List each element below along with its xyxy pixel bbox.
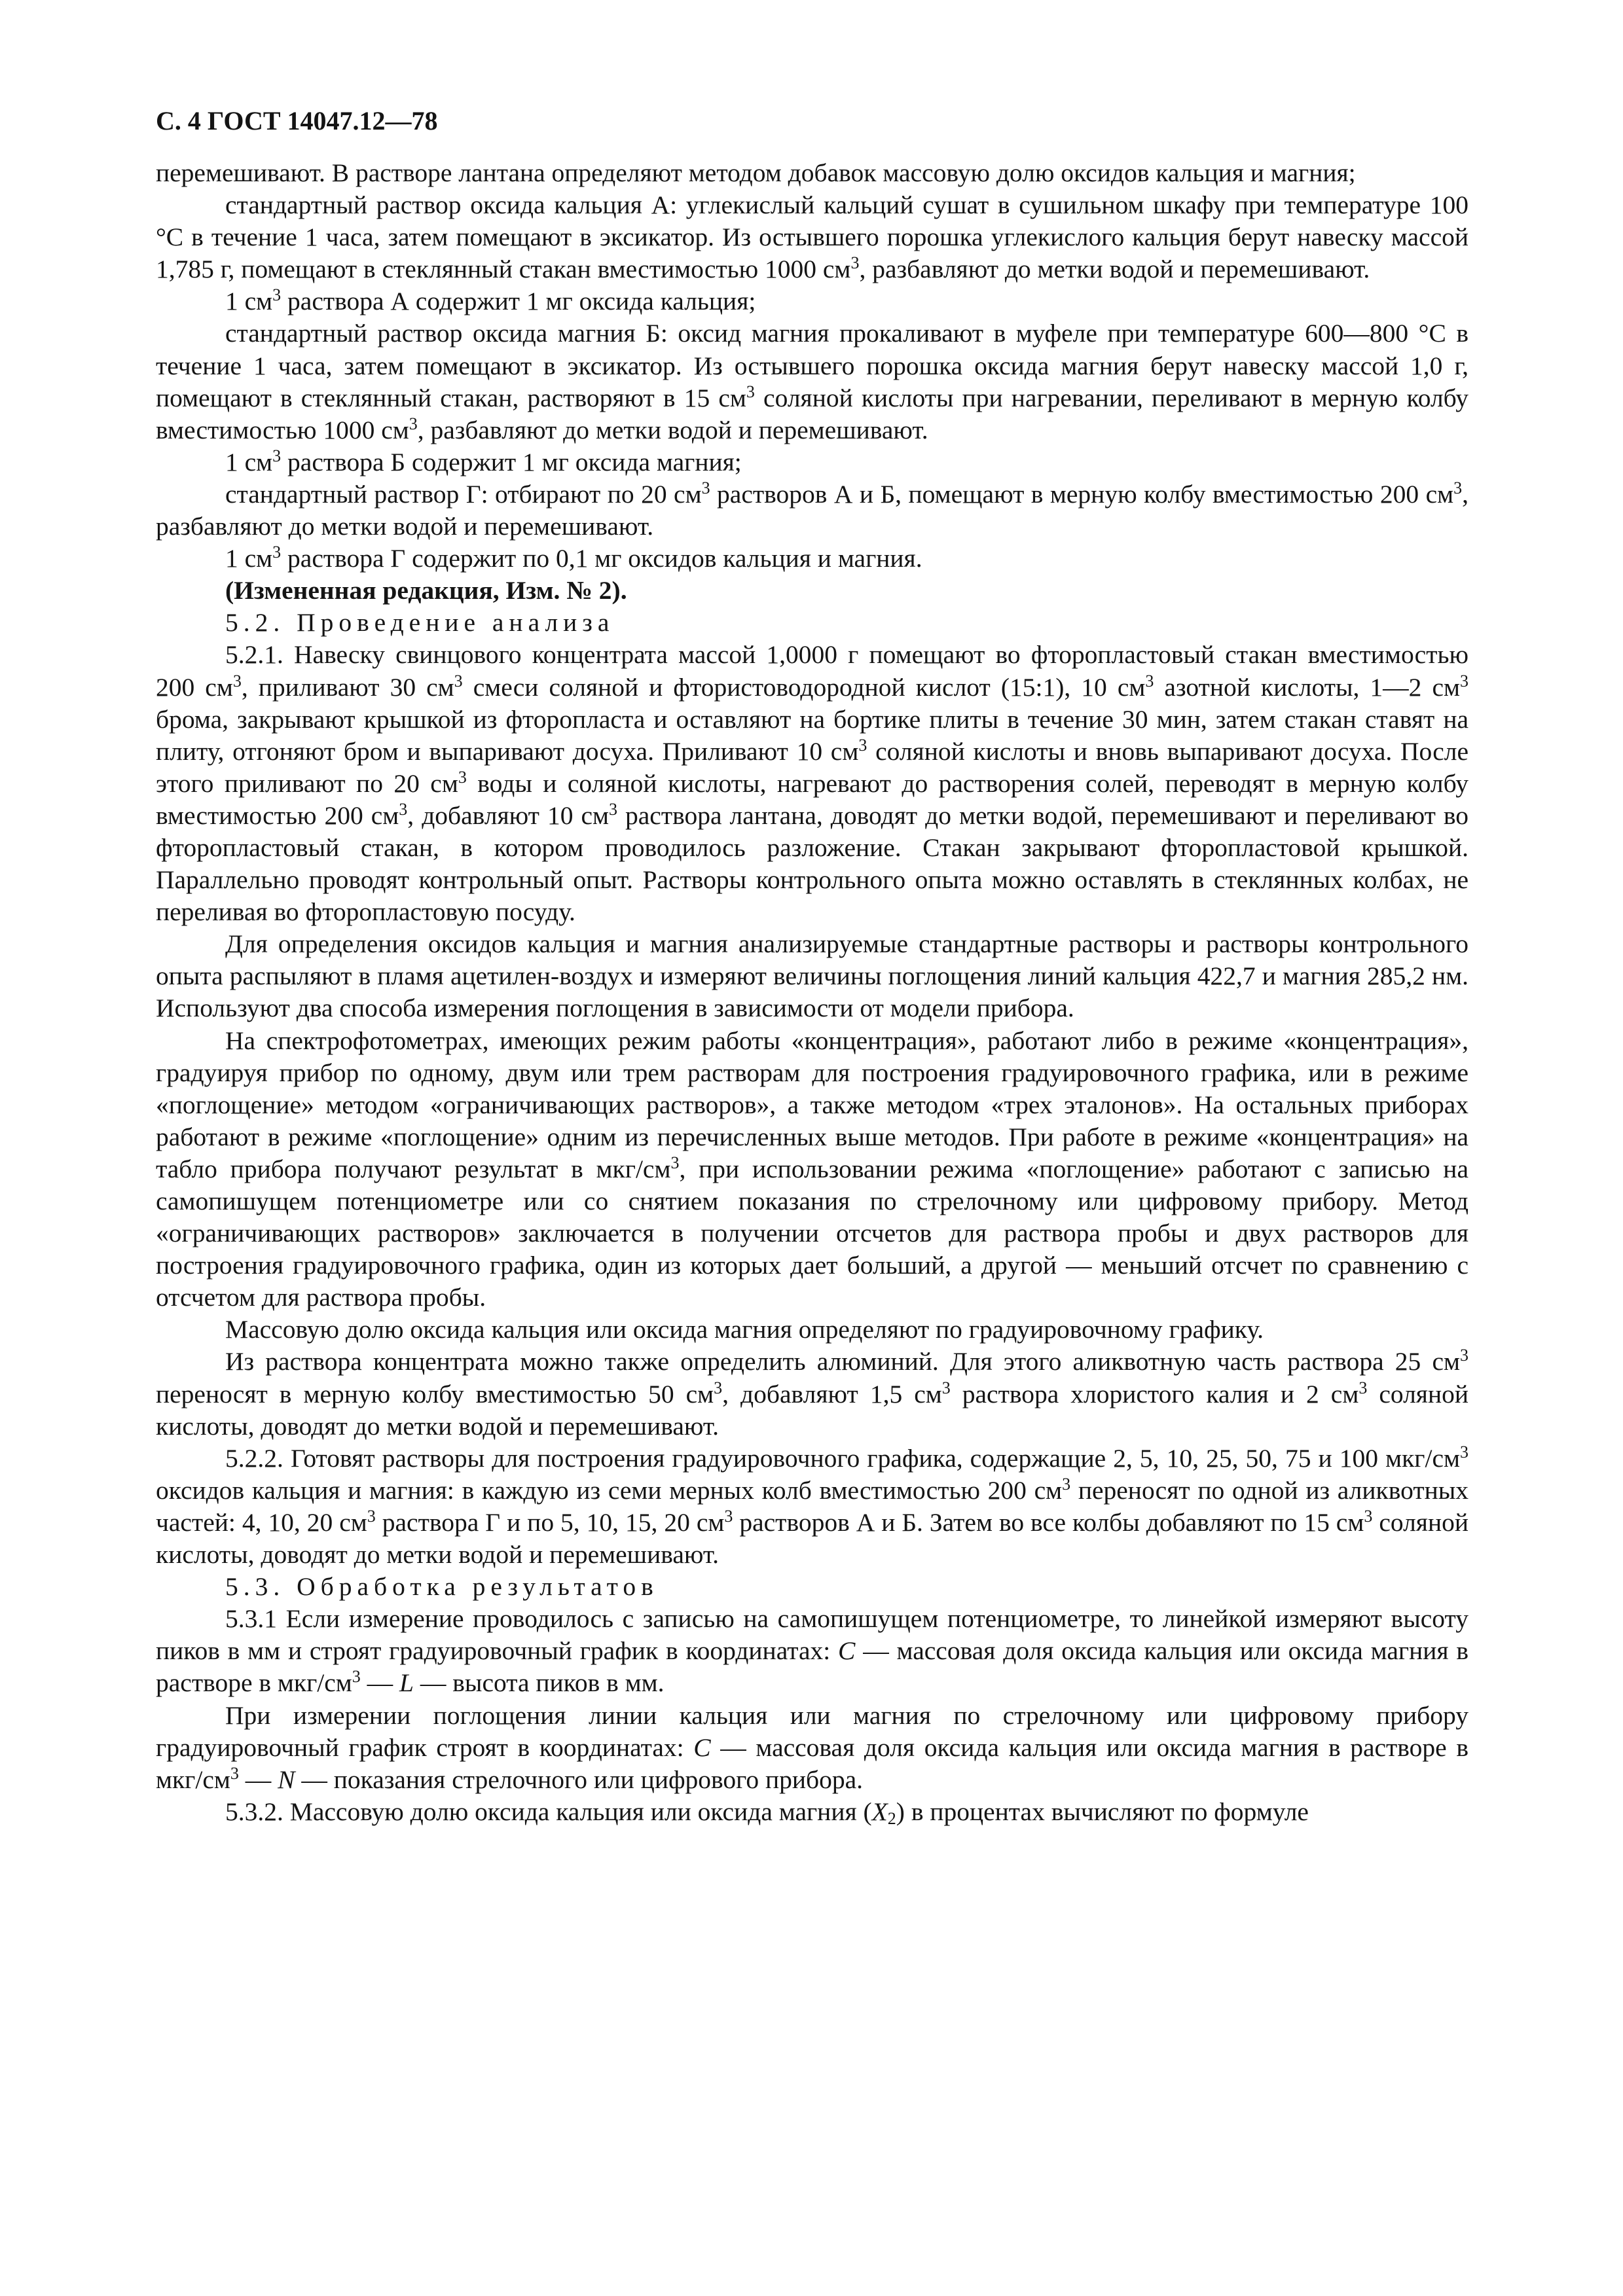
paragraph-5-3-1: 5.3.1 Если измерение проводилось с записью на самопишущем потенциометре, то линейкой измеряют высоту пиков в мм и строят градуировочный график в координатах: C — массовая доля оксида кальция или оксида магния в растворе в мкг/$см^3$ — L — высота пиков в мм. xyxy=(156,1604,1469,1698)
paragraph-solution-a-content: 1 $см^3$ раствора А содержит 1 мг оксида кальция; xyxy=(225,285,756,316)
standard-designation: ГОСТ 14047.12—78 xyxy=(207,106,438,135)
amendment-note: (Измененная редакция, Изм. № 2). xyxy=(225,576,627,605)
paragraph-magnesium-standard: стандартный раствор оксида магния Б: оксид магния прокаливают в муфеле при температуре 600—800 °С в течение 1 часа, затем помещают в эксикатор. Из остывшего порошка оксида магния берут навеску массой 1,0 г, помещают в стеклянный стакан, растворяют в 15 $см^3$ соляной кислоты при нагревании, переливают в мерную колбу вместимостью 1000 $см^3$, разбавляют до метки водой и перемешивают. xyxy=(156,319,1468,444)
section-heading-analysis: 5.2. Проведение анализа xyxy=(225,608,615,637)
section-heading-results: 5.3. Обработка результатов xyxy=(225,1572,659,1602)
paragraph-arrow-instrument: При измерении поглощения линии кальция или магния по стрелочному или цифровому прибору градуировочный график строят в координатах: C — массовая доля оксида кальция или оксида магния в растворе в мкг/$см^3$ — N — показания стрелочного или цифрового прибора. xyxy=(156,1700,1468,1794)
paragraph-calcium-standard: стандартный раствор оксида кальция А: углекислый кальций сушат в сушильном шкафу при температуре 100 °С в течение 1 часа, затем помещают в эксикатор. Из остывшего порошка углекислого кальция берут навеску массой 1,785 г, помещают в стеклянный стакан вместимостью 1000 $см^3$, разбавляют до метки водой и перемешивают. xyxy=(156,190,1468,284)
paragraph-aluminium: Из раствора концентрата можно также определить алюминий. Для этого аликвотную часть раствора 25 $см^3$ переносят в мерную колбу вместимостью 50 $см^3$, добавляют 1,5 $см^3$ раствора хлористого калия и 2 $см^3$ соляной кислоты, доводят до метки водой и перемешивают. xyxy=(156,1346,1468,1441)
paragraph-mass-fraction-graph: Массовую долю оксида кальция или оксида магния определяют по градуировочному графику. xyxy=(225,1315,1264,1344)
paragraph-spectrophotometers: На спектрофотометрах, имеющих режим работы «концентрация», работают либо в режиме «концентрация», градуируя прибор по одному, двум или трем растворам для построения градуировочного графика, или в режиме «поглощение» методом «ограничивающих растворов», а также методом «трех эталонов». На остальных приборах работают в режиме «поглощение» одним из перечисленных выше методов. При работе в режиме «концентрация» на табло прибора получают результат в мкг/$см^3$, при использовании режима «поглощение» работают с записью на самопишущем потенциометре или со снятием показания по стрелочному или цифровому прибору. Метод «ограничивающих растворов» заключается в получении отсчетов для раствора пробы и двух растворов для построения градуировочного графика, один из которых дает больший, а другой — меньший отсчет по сравнению с отсчетом для раствора пробы. xyxy=(156,1026,1468,1312)
paragraph-5-2-2: 5.2.2. Готовят растворы для построения градуировочного графика, содержащие 2, 5, 10, 25, 50, 75 и 100 мкг/$см^3$ оксидов кальция и магния: в каждую из семи мерных колб вместимостью 200 $см^3$ переносят по одной из аликвотных частей: 4, 10, 20 $см^3$ раствора Г и по 5, 10, 15, 20 $см^3$ растворов А и Б. Затем во все колбы добавляют по 15 $см^3$ соляной кислоты, доводят до метки водой и перемешивают. xyxy=(156,1442,1469,1570)
paragraph-solution-b-content: 1 $см^3$ раствора Б содержит 1 мг оксида магния; xyxy=(225,446,742,476)
page-header xyxy=(156,105,1468,137)
paragraph-solution-g-standard: стандартный раствор Г: отбирают по 20 $см^3$ растворов А и Б, помещают в мерную колбу вместимостью 200 $см^3$, разбавляют до метки водой и перемешивают. xyxy=(156,478,1469,541)
paragraph-solution-g-content: 1 $см^3$ раствора Г содержит по 0,1 мг оксидов кальция и магния. xyxy=(225,543,922,573)
paragraph-5-3-2: 5.3.2. Массовую долю оксида кальция или оксида магния $(X_2)$ в процентах вычисляют по формуле xyxy=(225,1797,1309,1828)
document-page xyxy=(156,105,1468,1828)
page-number: С. 4 xyxy=(156,106,201,135)
paragraph-1: перемешивают. В растворе лантана определяют методом добавок массовую долю оксидов кальция и магния; xyxy=(156,158,1356,187)
paragraph-5-2-1: 5.2.1. Навеску свинцового концентрата массой 1,0000 г помещают во фторопластовый стакан вместимостью 200 $см^3$, приливают 30 $см^3$ смеси соляной и фтористоводородной кислот (15:1), 10 $см^3$ азотной кислоты, 1—2 $см^3$ брома, закрывают крышкой из фторопласта и оставляют на бортике плиты в течение 30 мин, затем стакан ставят на плиту, отгоняют бром и выпаривают досуха. Приливают 10 $см^3$ соляной кислоты и вновь выпаривают досуха. После этого приливают по 20 $см^3$ воды и соляной кислоты, нагревают до растворения солей, переводят в мерную колбу вместимостью 200 $см^3$, добавляют 10 $см^3$ раствора лантана, доводят до метки водой, перемешивают и переливают во фторопластовый стакан, в котором проводилось разложение. Стакан закрывают фторопластовой крышкой. Параллельно проводят контрольный опыт. Растворы контрольного опыта можно оставлять в стеклянных колбах, не переливая во фторопластовую посуду. xyxy=(156,640,1469,927)
paragraph-determination: Для определения оксидов кальция и магния анализируемые стандартные растворы и растворы контрольного опыта распыляют в пламя ацетилен-воздух и измеряют величины поглощения линий кальция 422,7 и магния 285,2 нм. Используют два способа измерения поглощения в зависимости от модели прибора. xyxy=(156,929,1468,1023)
